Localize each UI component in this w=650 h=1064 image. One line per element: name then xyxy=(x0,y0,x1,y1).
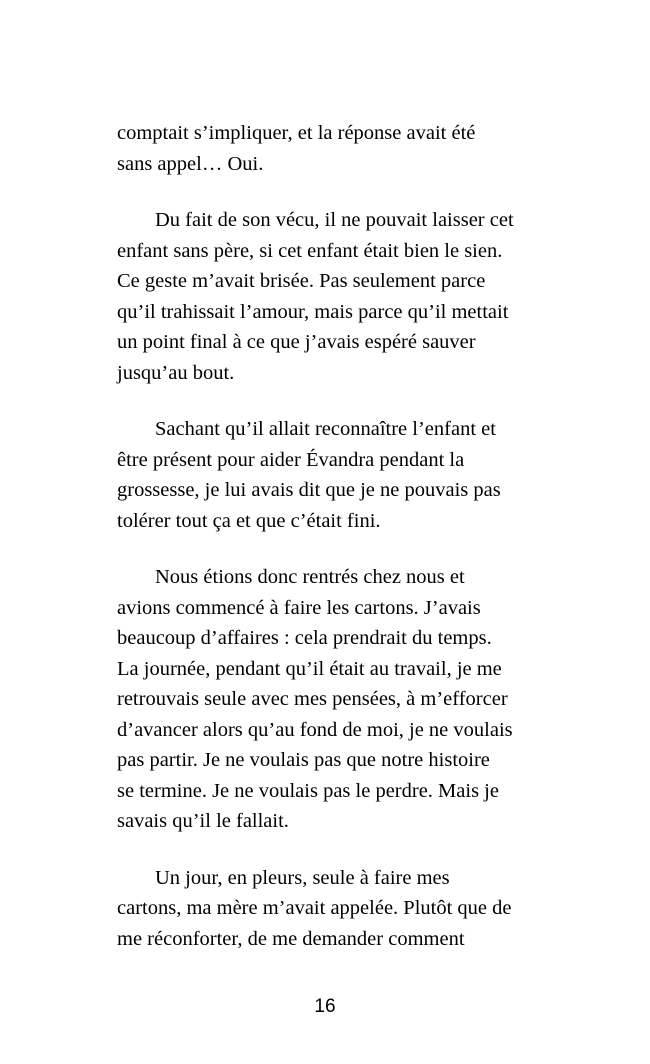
text-line: tolérer tout ça et que c’était fini. xyxy=(117,509,381,532)
text-line: grossesse, je lui avais dit que je ne pouvais pas xyxy=(117,479,501,501)
text-line: Du fait de son vécu, il ne pouvait laisser cet xyxy=(155,209,514,231)
text-line: savais qu’il le fallait. xyxy=(117,810,289,832)
text-line: Sachant qu’il allait reconnaître l’enfant et xyxy=(155,418,496,440)
text-line: sans appel… Oui. xyxy=(117,152,264,175)
body-text xyxy=(117,118,565,980)
text-line: enfant sans père, si cet enfant était bien le sien. xyxy=(117,239,503,262)
text-line: retrouvais seule avec mes pensées, à m’efforcer xyxy=(117,688,508,710)
text-line: avions commencé à faire les cartons. J’avais xyxy=(117,596,481,619)
text-line: beaucoup d’affaires : cela prendrait du temps. xyxy=(117,627,492,649)
text-line: me réconforter, de me demander comment xyxy=(117,927,465,950)
text-line: être présent pour aider Évandra pendant la xyxy=(117,448,465,471)
text-line: jusqu’au bout. xyxy=(117,361,235,384)
text-line: Nous étions donc rentrés chez nous et xyxy=(155,566,465,588)
text-line: pas partir. Je ne voulais pas que notre histoire xyxy=(117,749,490,771)
text-line: Ce geste m’avait brisée. Pas seulement parce xyxy=(117,270,486,292)
paragraph-1 xyxy=(117,118,565,179)
text-line: qu’il trahissait l’amour, mais parce qu’il mettait xyxy=(117,300,509,323)
text-line: comptait s’impliquer, et la réponse avait été xyxy=(117,122,476,144)
text-line: La journée, pendant qu’il était au travail, je me xyxy=(117,657,502,680)
text-line: Un jour, en pleurs, seule à faire mes xyxy=(155,866,450,889)
paragraph-2 xyxy=(117,205,565,388)
text-line: se termine. Je ne voulais pas le perdre. Mais je xyxy=(117,779,499,802)
paragraph-5 xyxy=(117,863,565,955)
text-line: d’avancer alors qu’au fond de moi, je ne voulais xyxy=(117,718,513,741)
text-line: cartons, ma mère m’avait appelée. Plutôt que de xyxy=(117,897,512,919)
text-line: un point final à ce que j’avais espéré sauver xyxy=(117,331,476,353)
paragraph-4 xyxy=(117,562,565,837)
paragraph-3 xyxy=(117,414,565,536)
page-number: 16 xyxy=(314,996,336,1017)
